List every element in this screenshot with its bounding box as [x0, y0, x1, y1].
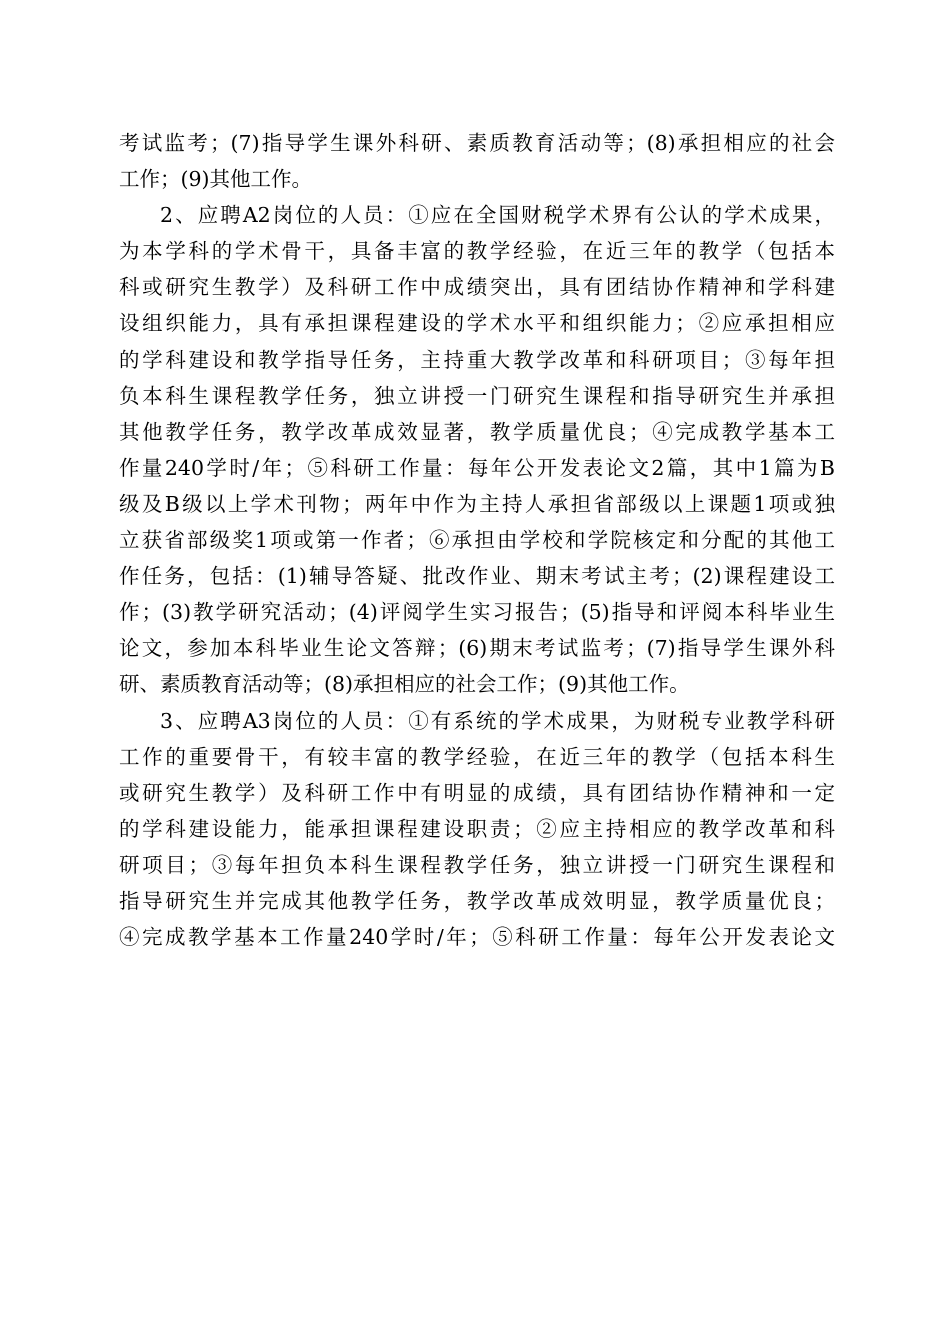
- text-line: 级及B级以上学术刊物；两年中作为主持人承担省部级以上课题1项或独: [119, 491, 835, 516]
- text-line: 负本科生课程教学任务，独立讲授一门研究生课程和指导研究生并承担: [119, 383, 835, 408]
- text-line: 3、应聘A3岗位的人员：①有系统的学术成果，为财税专业教学科研: [160, 708, 835, 733]
- text-line: 科或研究生教学）及科研工作中成绩突出，具有团结协作精神和学科建: [119, 275, 835, 300]
- text-line: 为本学科的学术骨干，具备丰富的教学经验，在近三年的教学（包括本: [119, 239, 835, 264]
- text-line: 其他教学任务，教学改革成效显著，教学质量优良；④完成教学基本工: [119, 419, 835, 444]
- text-line: 工作的重要骨干，有较丰富的教学经验，在近三年的教学（包括本科生: [119, 744, 835, 769]
- text-line: 研项目；③每年担负本科生课程教学任务，独立讲授一门研究生课程和: [119, 852, 835, 877]
- text-line: ④完成教学基本工作量240学时/年；⑤科研工作量：每年公开发表论文: [119, 925, 835, 950]
- text-line: 的学科建设和教学指导任务，主持重大教学改革和科研项目；③每年担: [119, 347, 835, 372]
- text-line: 作任务，包括：(1)辅导答疑、批改作业、期末考试主考；(2)课程建设工: [119, 564, 835, 589]
- text-line: 立获省部级奖1项或第一作者；⑥承担由学校和学院核定和分配的其他工: [119, 528, 835, 553]
- text-line: 的学科建设能力，能承担课程建设职责；②应主持相应的教学改革和科: [119, 816, 835, 841]
- text-line: 作量240学时/年；⑤科研工作量：每年公开发表论文2篇，其中1篇为B: [119, 455, 835, 480]
- text-line: 2、应聘A2岗位的人员：①应在全国财税学术界有公认的学术成果，: [160, 203, 835, 228]
- text-line: 研、素质教育活动等；(8)承担相应的社会工作；(9)其他工作。: [119, 672, 690, 697]
- text-line: 作；(3)教学研究活动；(4)评阅学生实习报告；(5)指导和评阅本科毕业生: [119, 600, 835, 625]
- body-text: [119, 125, 835, 955]
- text-line: 指导研究生并完成其他教学任务，教学改革成效明显，教学质量优良；: [119, 888, 835, 913]
- text-line: 考试监考；(7)指导学生课外科研、素质教育活动等；(8)承担相应的社会: [119, 131, 835, 155]
- text-line: 或研究生教学）及科研工作中有明显的成绩，具有团结协作精神和一定: [119, 780, 835, 805]
- text-line: 论文，参加本科毕业生论文答辩；(6)期末考试监考；(7)指导学生课外科: [119, 636, 835, 661]
- text-line: 设组织能力，具有承担课程建设的学术水平和组织能力；②应承担相应: [119, 311, 835, 336]
- text-line: 工作；(9)其他工作。: [119, 167, 313, 192]
